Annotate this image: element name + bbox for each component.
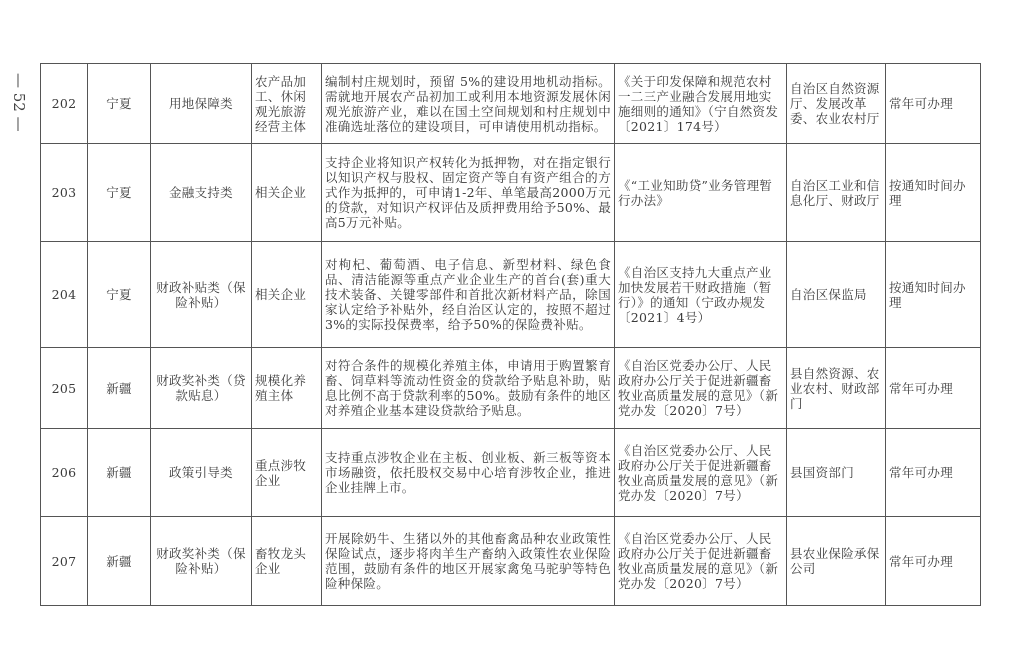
policy-table [40, 63, 981, 606]
content-cell: 支持重点涉牧企业在主板、创业板、新三板等资本市场融资，依托股权交易中心培育涉牧企业，推进企业挂牌上市。 [322, 429, 615, 517]
row-number: 205 [41, 348, 88, 429]
table-row [41, 429, 981, 517]
department-cell: 自治区自然资源厅、发展改革委、农业农村厅 [787, 64, 886, 144]
category-cell: 财政奖补类（贷款贴息） [151, 348, 252, 429]
document-cell: 《自治区支持九大重点产业加快发展若干财政措施（暂行）》的通知（宁政办规发〔2021〕4号） [615, 242, 787, 348]
timing-cell: 常年可办理 [886, 348, 981, 429]
row-number: 206 [41, 429, 88, 517]
timing-cell: 常年可办理 [886, 517, 981, 606]
target-cell: 农产品加工、休闲观光旅游经营主体 [252, 64, 322, 144]
department-cell: 自治区工业和信息化厅、财政厅 [787, 144, 886, 242]
page-number: — 52 — [10, 72, 28, 132]
row-number: 202 [41, 64, 88, 144]
timing-cell: 常年可办理 [886, 64, 981, 144]
region-cell: 新疆 [88, 429, 151, 517]
target-cell: 相关企业 [252, 144, 322, 242]
document-cell: 《自治区党委办公厅、人民政府办公厅关于促进新疆畜牧业高质量发展的意见》（新党办发〔2020〕7号） [615, 517, 787, 606]
region-cell: 新疆 [88, 348, 151, 429]
region-cell: 宁夏 [88, 64, 151, 144]
row-number: 207 [41, 517, 88, 606]
region-cell: 新疆 [88, 517, 151, 606]
row-number: 203 [41, 144, 88, 242]
category-cell: 用地保障类 [151, 64, 252, 144]
content-cell: 编制村庄规划时，预留 5%的建设用地机动指标。需就地开展农产品初加工或利用本地资源发展休闲观光旅游产业，难以在国土空间规划和村庄规划中准确选址落位的建设项目，可申请使用机动指标。 [322, 64, 615, 144]
document-cell: 《自治区党委办公厅、人民政府办公厅关于促进新疆畜牧业高质量发展的意见》（新党办发〔2020〕7号） [615, 429, 787, 517]
timing-cell: 常年可办理 [886, 429, 981, 517]
document-cell: 《“工业知助贷”业务管理暂行办法》 [615, 144, 787, 242]
target-cell: 重点涉牧企业 [252, 429, 322, 517]
table-row [41, 242, 981, 348]
content-cell: 开展除奶牛、生猪以外的其他畜禽品种农业政策性保险试点，逐步将肉羊生产畜纳入政策性农业保险范围，鼓励有条件的地区开展家禽兔马驼驴等特色险种保险。 [322, 517, 615, 606]
category-cell: 财政补贴类（保险补贴） [151, 242, 252, 348]
content-cell: 对枸杞、葡萄酒、电子信息、新型材料、绿色食品、清洁能源等重点产业企业生产的首台(套)重大技术装备、关键零部件和首批次新材料产品，除国家认定给予补贴外，经自治区认定的，按照不超过3%的实际投保费率，给予50%的保险费补贴。 [322, 242, 615, 348]
table-row [41, 517, 981, 606]
department-cell: 县自然资源、农业农村、财政部门 [787, 348, 886, 429]
table-row [41, 144, 981, 242]
table-row [41, 348, 981, 429]
category-cell: 政策引导类 [151, 429, 252, 517]
content-cell: 支持企业将知识产权转化为抵押物，对在指定银行以知识产权与股权、固定资产等自有资产组合的方式作为抵押的，可申请1-2年、单笔最高2000万元的贷款，对知识产权评估及质押费用给予50%、最高5万元补贴。 [322, 144, 615, 242]
region-cell: 宁夏 [88, 242, 151, 348]
target-cell: 畜牧龙头企业 [252, 517, 322, 606]
target-cell: 规模化养殖主体 [252, 348, 322, 429]
department-cell: 县国资部门 [787, 429, 886, 517]
target-cell: 相关企业 [252, 242, 322, 348]
region-cell: 宁夏 [88, 144, 151, 242]
document-cell: 《自治区党委办公厅、人民政府办公厅关于促进新疆畜牧业高质量发展的意见》（新党办发〔2020〕7号） [615, 348, 787, 429]
timing-cell: 按通知时间办理 [886, 242, 981, 348]
table-row [41, 64, 981, 144]
timing-cell: 按通知时间办理 [886, 144, 981, 242]
department-cell: 县农业保险承保公司 [787, 517, 886, 606]
department-cell: 自治区保监局 [787, 242, 886, 348]
category-cell: 财政奖补类（保险补贴） [151, 517, 252, 606]
row-number: 204 [41, 242, 88, 348]
content-cell: 对符合条件的规模化养殖主体，申请用于购置繁育畜、饲草料等流动性资金的贷款给予贴息补助，贴息比例不高于贷款利率的50%。鼓励有条件的地区对养殖企业基本建设贷款给予贴息。 [322, 348, 615, 429]
category-cell: 金融支持类 [151, 144, 252, 242]
document-cell: 《关于印发保障和规范农村一二三产业融合发展用地实施细则的通知》（宁自然资发〔2021〕174号） [615, 64, 787, 144]
